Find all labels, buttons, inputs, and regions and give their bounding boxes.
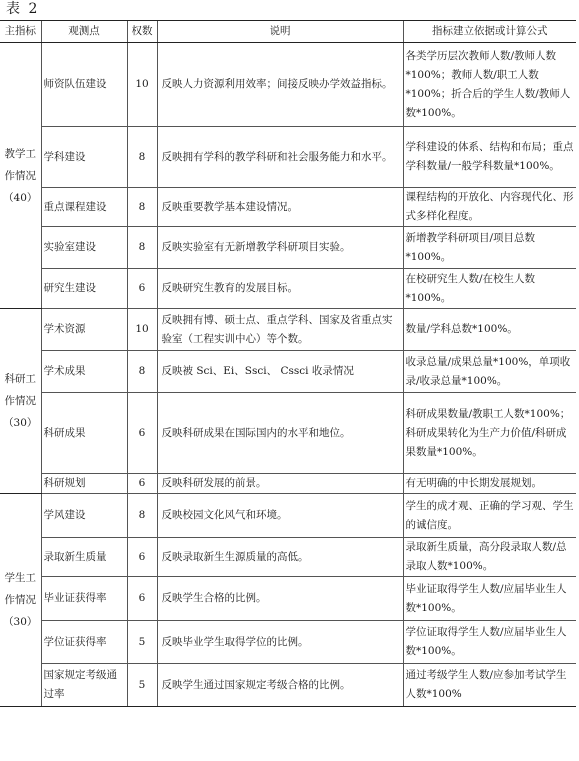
observation-point-cell: 毕业证获得率 — [41, 577, 127, 621]
observation-point-cell: 学位证获得率 — [41, 621, 127, 664]
description-cell: 反映实验室有无新增教学科研项目实验。 — [157, 227, 403, 269]
main-indicator-cell: 学生工作情况（30） — [0, 494, 41, 707]
observation-point-cell: 学术成果 — [41, 351, 127, 393]
header-description: 说明 — [157, 21, 403, 43]
formula-cell: 毕业证取得学生人数/应届毕业生人数*100%。 — [403, 577, 576, 621]
observation-point-cell: 实验室建设 — [41, 227, 127, 269]
formula-cell: 有无明确的中长期发展规划。 — [403, 474, 576, 494]
table-caption: 表 2 — [6, 1, 40, 17]
description-cell: 反映重要教学基本建设情况。 — [157, 188, 403, 227]
observation-point-cell: 录取新生质量 — [41, 538, 127, 577]
description-cell: 反映研究生教育的发展目标。 — [157, 269, 403, 309]
indicator-table — [0, 20, 576, 707]
table-row — [0, 269, 576, 309]
weight-cell: 6 — [127, 538, 157, 577]
table-row — [0, 474, 576, 494]
formula-cell: 数量/学科总数*100%。 — [403, 309, 576, 351]
formula-cell: 学位证取得学生人数/应届毕业生人数*100%。 — [403, 621, 576, 664]
description-cell: 反映被 Sci、Ei、Ssci、 Cssci 收录情况 — [157, 351, 403, 393]
formula-cell: 课程结构的开放化、内容现代化、形式多样化程度。 — [403, 188, 576, 227]
formula-cell: 科研成果数量/教职工人数*100%；科研成果转化为生产力价值/科研成果数量*100%。 — [403, 393, 576, 474]
description-cell: 反映学生通过国家规定考级合格的比例。 — [157, 664, 403, 707]
main-indicator-cell: 科研工作情况（30） — [0, 309, 41, 494]
description-cell: 反映科研发展的前景。 — [157, 474, 403, 494]
description-cell: 反映拥有学科的教学科研和社会服务能力和水平。 — [157, 127, 403, 188]
weight-cell: 10 — [127, 309, 157, 351]
formula-cell: 学科建设的体系、结构和布局；重点学科数量/一般学科数量*100%。 — [403, 127, 576, 188]
formula-cell: 各类学历层次教师人数/教师人数*100%；教师人数/职工人数*100%；折合后的学生人数/教师人数*100%。 — [403, 43, 576, 127]
header-main-indicator: 主指标 — [0, 21, 41, 43]
observation-point-cell: 学科建设 — [41, 127, 127, 188]
formula-cell: 录取新生质量，高分段录取人数/总录取人数*100%。 — [403, 538, 576, 577]
table-row — [0, 664, 576, 707]
formula-cell: 在校研究生人数/在校生人数*100%。 — [403, 269, 576, 309]
observation-point-cell: 科研规划 — [41, 474, 127, 494]
weight-cell: 8 — [127, 494, 157, 538]
weight-cell: 8 — [127, 188, 157, 227]
description-cell: 反映人力资源利用效率；间接反映办学效益指标。 — [157, 43, 403, 127]
weight-cell: 6 — [127, 393, 157, 474]
description-cell: 反映科研成果在国际国内的水平和地位。 — [157, 393, 403, 474]
formula-cell: 通过考级学生人数/应参加考试学生人数*100% — [403, 664, 576, 707]
header-weight: 权数 — [127, 21, 157, 43]
weight-cell: 6 — [127, 577, 157, 621]
table-row — [0, 309, 576, 351]
header-formula: 指标建立依据或计算公式 — [403, 21, 576, 43]
observation-point-cell: 学风建设 — [41, 494, 127, 538]
weight-cell: 6 — [127, 269, 157, 309]
observation-point-cell: 国家规定考级通过率 — [41, 664, 127, 707]
description-cell: 反映学生合格的比例。 — [157, 577, 403, 621]
formula-cell: 收录总量/成果总量*100%，单项收录/收录总量*100%。 — [403, 351, 576, 393]
weight-cell: 6 — [127, 474, 157, 494]
observation-point-cell: 师资队伍建设 — [41, 43, 127, 127]
description-cell: 反映录取新生生源质量的高低。 — [157, 538, 403, 577]
weight-cell: 5 — [127, 621, 157, 664]
description-cell: 反映校园文化风气和环境。 — [157, 494, 403, 538]
table-row — [0, 538, 576, 577]
observation-point-cell: 重点课程建设 — [41, 188, 127, 227]
weight-cell: 8 — [127, 127, 157, 188]
table-row — [0, 494, 576, 538]
header-observation-point: 观测点 — [41, 21, 127, 43]
table-row — [0, 188, 576, 227]
header-row — [0, 21, 576, 43]
observation-point-cell: 学术资源 — [41, 309, 127, 351]
observation-point-cell: 科研成果 — [41, 393, 127, 474]
table-body — [0, 43, 576, 707]
description-cell: 反映毕业学生取得学位的比例。 — [157, 621, 403, 664]
weight-cell: 10 — [127, 43, 157, 127]
table-row — [0, 351, 576, 393]
table-row — [0, 621, 576, 664]
table-row — [0, 43, 576, 127]
weight-cell: 5 — [127, 664, 157, 707]
main-indicator-cell: 教学工作情况（40） — [0, 43, 41, 309]
formula-cell: 新增教学科研项目/项目总数*100%。 — [403, 227, 576, 269]
formula-cell: 学生的成才观、正确的学习观、学生的诚信度。 — [403, 494, 576, 538]
table-row — [0, 227, 576, 269]
table-row — [0, 393, 576, 474]
weight-cell: 8 — [127, 351, 157, 393]
observation-point-cell: 研究生建设 — [41, 269, 127, 309]
description-cell: 反映拥有博、硕士点、重点学科、国家及省重点实验室（工程实训中心）等个数。 — [157, 309, 403, 351]
table-row — [0, 577, 576, 621]
table-row — [0, 127, 576, 188]
weight-cell: 8 — [127, 227, 157, 269]
